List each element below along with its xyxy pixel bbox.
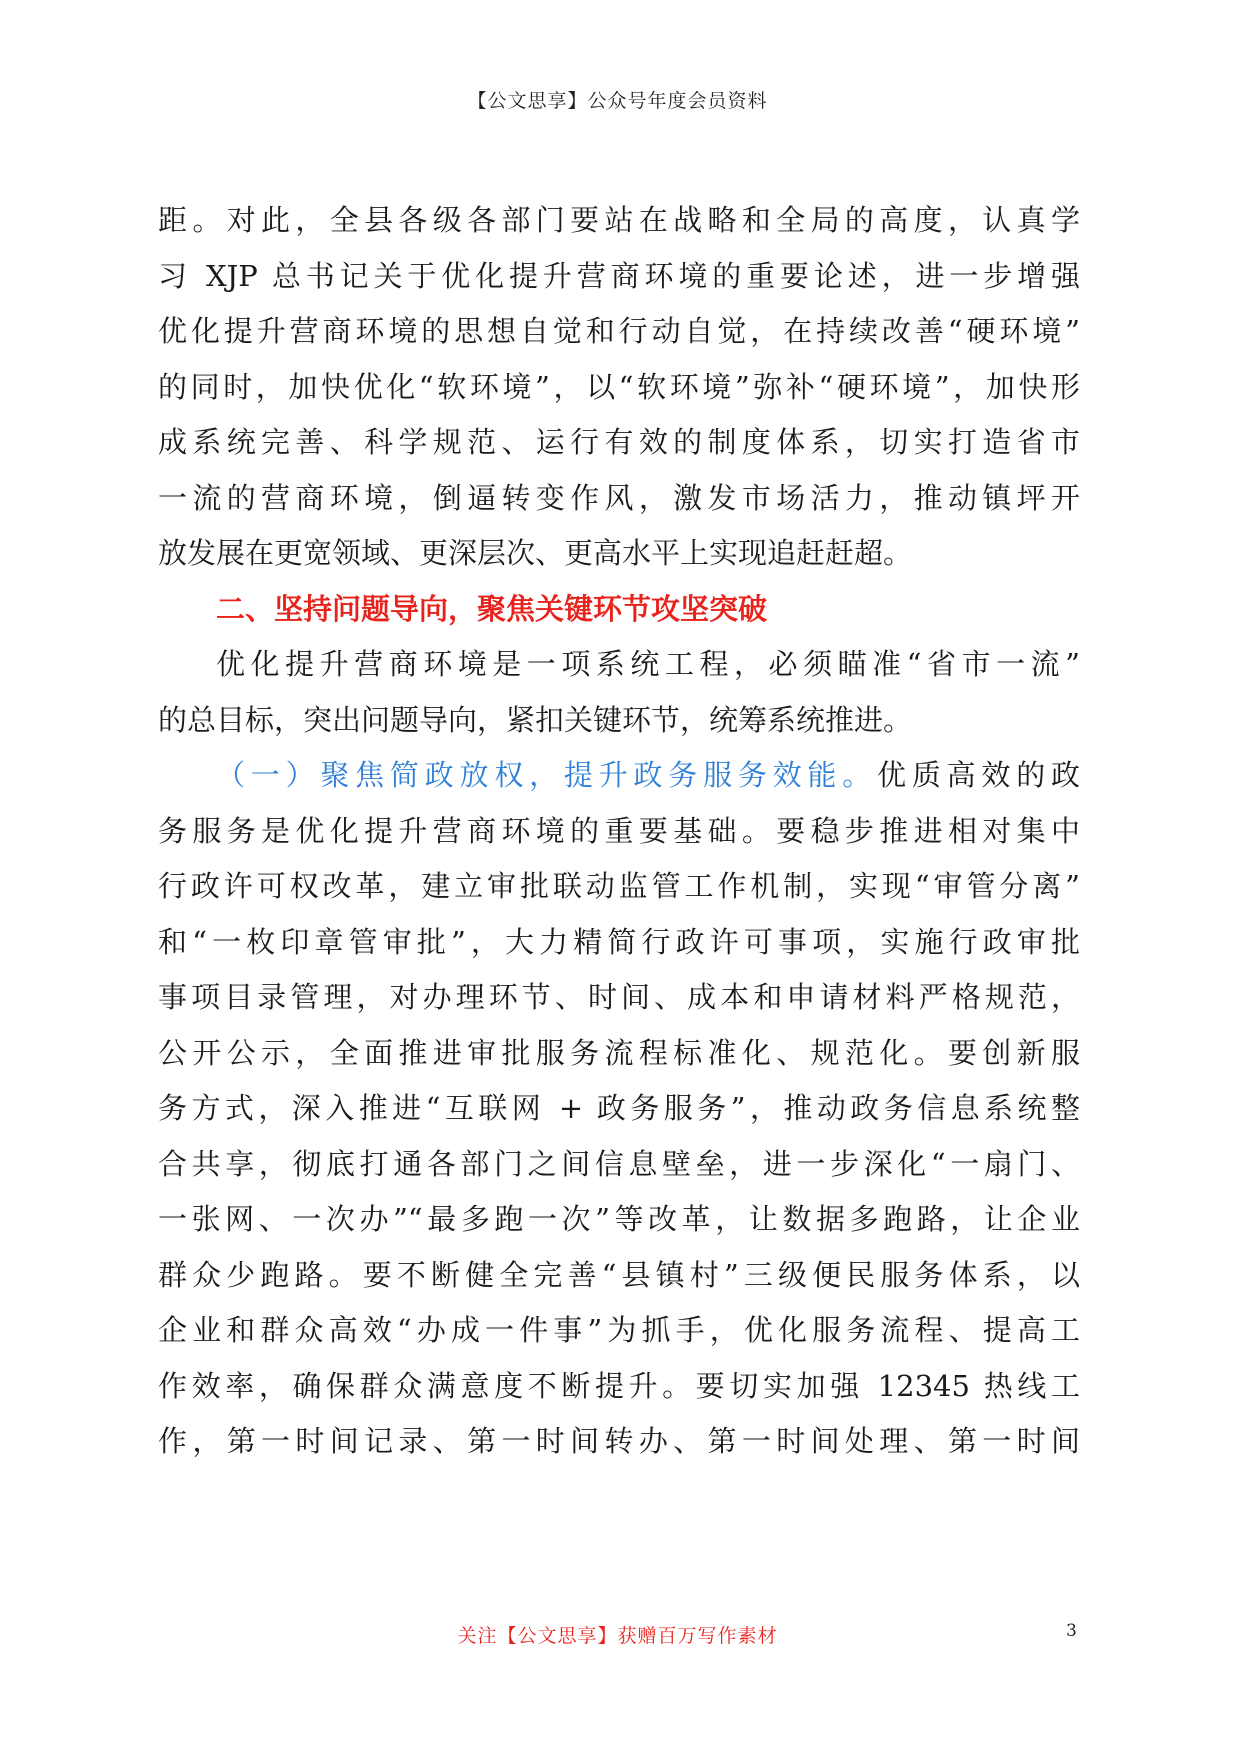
text-line: 作，第一时间记录、第一时间转办、第一时间处理、第一时间 [158,1424,1080,1458]
section-heading: 二、坚持问题导向，聚焦关键环节攻坚突破 [216,591,768,626]
text-line: 公开公示，全面推进审批服务流程标准化、规范化。要创新服 [158,1035,1080,1070]
text-line: 优化提升营商环境的思想自觉和行动自觉，在持续改善“硬环境” [158,314,1080,348]
text-line: 一张网、一次办”“最多跑一次”等改革，让数据多跑路，让企业 [158,1202,1080,1236]
sub-heading-tail: 优质高效的政 [877,758,1080,792]
text-line: 作效率，确保群众满意度不断提升。要切实加强 12345 热线工 [158,1368,1080,1403]
page-number: 3 [1066,1621,1077,1641]
document-body [158,193,1080,1470]
text-line: 事项目录管理，对办理环节、时间、成本和申请材料严格规范， [158,980,1080,1014]
text-line: 距。对此，全县各级各部门要站在战略和全局的高度，认真学 [158,203,1080,237]
page-header: 【公文思享】公众号年度会员资料 [467,90,768,112]
text-line: 一流的营商环境，倒逼转变作风，激发市场活力，推动镇坪开 [158,480,1080,515]
text-line: 习 XJP 总书记关于优化提升营商环境的重要论述，进一步增强 [158,258,1080,293]
text-line: 务方式，深入推进“互联网 + 政务服务”，推动政务信息系统整 [158,1091,1080,1125]
text-line: 企业和群众高效“办成一件事”为抓手，优化服务流程、提高工 [158,1313,1080,1347]
text-line: 成系统完善、科学规范、运行有效的制度体系，切实打造省市 [158,425,1080,459]
text-line: 和“一枚印章管审批”，大力精简行政许可事项，实施行政审批 [158,924,1080,959]
text-line: 的总目标，突出问题导向，紧扣关键环节，统筹系统推进。 [158,702,913,737]
subheading-line [158,748,1080,804]
text-line: 群众少跑路。要不断健全完善“县镇村”三级便民服务体系，以 [158,1257,1080,1292]
sub-heading: （一）聚焦简政放权，提升政务服务效能。 [216,758,878,792]
text-line: 优化提升营商环境是一项系统工程，必须瞄准“省市一流” [216,647,1080,681]
text-line: 放发展在更宽领域、更深层次、更高水平上实现追赶赶超。 [158,536,913,570]
text-line: 合共享，彻底打通各部门之间信息壁垒，进一步深化“一扇门、 [158,1146,1080,1181]
text-line: 的同时，加快优化“软环境”，以“软环境”弥补“硬环境”，加快形 [158,369,1080,404]
text-line: 务服务是优化提升营商环境的重要基础。要稳步推进相对集中 [158,813,1080,848]
text-line: 行政许可权改革，建立审批联动监管工作机制，实现“审管分离” [158,869,1080,903]
page-footer: 关注【公文思享】获赠百万写作素材 [457,1625,778,1647]
